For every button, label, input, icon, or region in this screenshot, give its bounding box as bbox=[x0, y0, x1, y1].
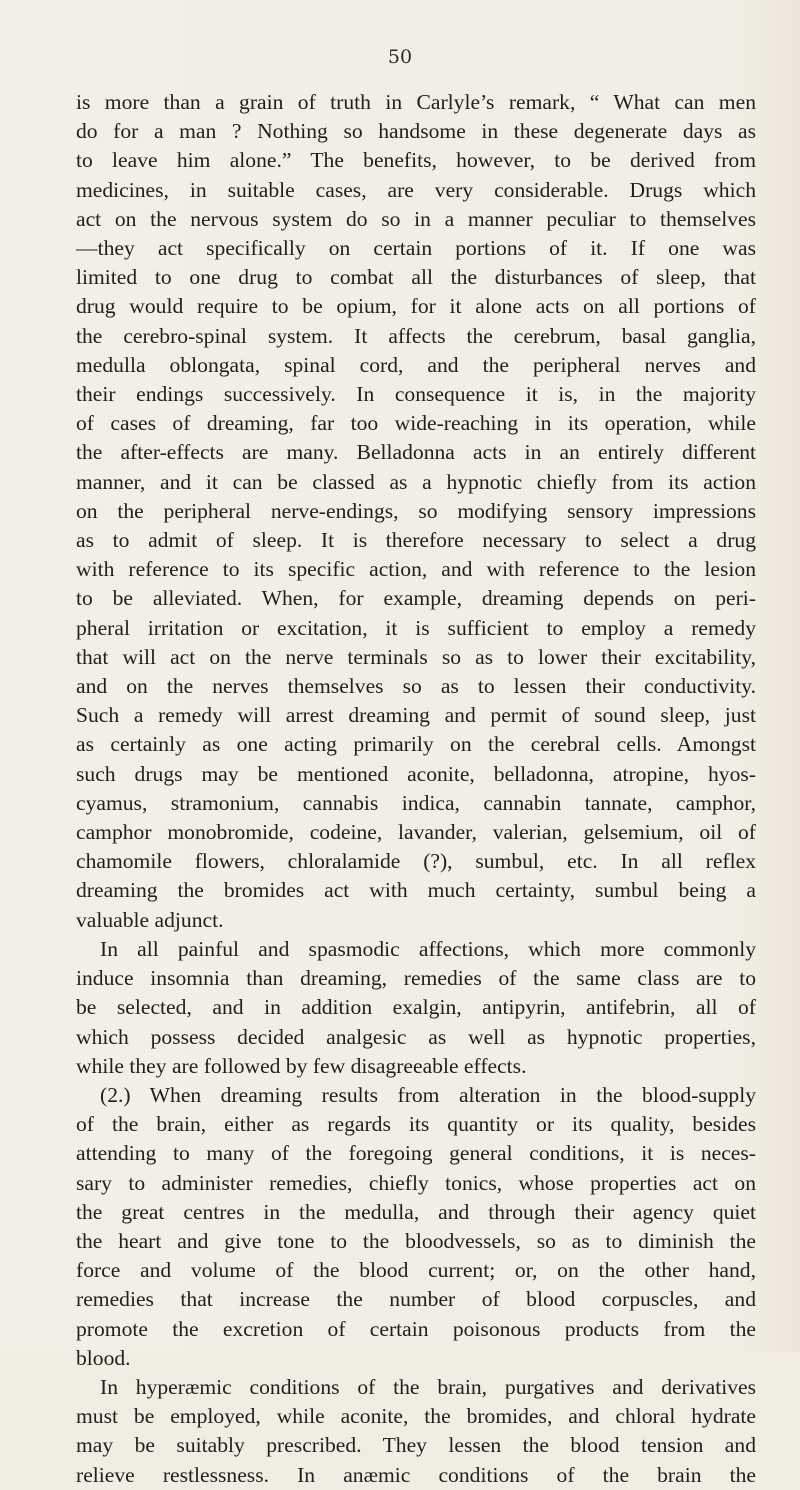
text-line: In hyperæmic conditions of the brain, purgatives and derivatives bbox=[100, 1374, 756, 1399]
text-line: and on the nerves themselves so as to lessen their conductivity. bbox=[76, 674, 756, 699]
text-line: blood. bbox=[76, 1345, 131, 1370]
text-line: remedies that increase the number of blood corpuscles, and bbox=[76, 1287, 756, 1312]
text-line: induce insomnia than dreaming, remedies of the same class are to bbox=[76, 966, 756, 991]
text-line: as to admit of sleep. It is therefore necessary to select a drug bbox=[76, 528, 756, 553]
text-line: drug would require to be opium, for it alone acts on all portions of bbox=[76, 294, 756, 319]
text-line: dreaming the bromides act with much certainty, sumbul being a bbox=[76, 878, 756, 903]
text-line: of cases of dreaming, far too wide-reaching in its operation, while bbox=[76, 411, 756, 436]
text-line: do for a man ? Nothing so handsome in these degenerate days as bbox=[76, 119, 756, 144]
text-line: such drugs may be mentioned aconite, belladonna, atropine, hyos- bbox=[76, 761, 756, 786]
text-line: the cerebro-spinal system. It affects the cerebrum, basal ganglia, bbox=[76, 323, 756, 348]
text-line: with reference to its specific action, and with reference to the lesion bbox=[76, 557, 756, 582]
text-line: medulla oblongata, spinal cord, and the peripheral nerves and bbox=[76, 352, 756, 377]
page-number: 50 bbox=[387, 46, 413, 68]
text-line: (2.) When dreaming results from alteration in the blood-supply bbox=[100, 1082, 756, 1107]
text-line: the heart and give tone to the bloodvessels, so as to diminish the bbox=[76, 1228, 756, 1253]
text-line: chamomile flowers, chloralamide (?), sumbul, etc. In all reflex bbox=[76, 849, 756, 874]
text-line: promote the excretion of certain poisonous products from the bbox=[76, 1316, 756, 1341]
text-line: their endings successively. In consequence it is, in the majority bbox=[76, 382, 756, 407]
text-line: on the peripheral nerve-endings, so modifying sensory impressions bbox=[76, 498, 756, 523]
text-line: In all painful and spasmodic affections, which more commonly bbox=[100, 936, 756, 961]
text-line: while they are followed by few disagreeable effects. bbox=[76, 1053, 527, 1078]
text-line: —they act specifically on certain portions of it. If one was bbox=[76, 236, 756, 261]
text-line: the great centres in the medulla, and through their agency quiet bbox=[76, 1199, 756, 1224]
text-line: is more than a grain of truth in Carlyle’s remark, “ What can men bbox=[76, 90, 756, 114]
text-line: Such a remedy will arrest dreaming and permit of sound sleep, just bbox=[76, 703, 756, 728]
text-line: manner, and it can be classed as a hypnotic chiefly from its action bbox=[76, 469, 756, 494]
text-line: must be employed, while aconite, the bromides, and chloral hydrate bbox=[76, 1404, 756, 1429]
text-line: that will act on the nerve terminals so as to lower their excitability, bbox=[76, 644, 756, 669]
text-line: valuable adjunct. bbox=[76, 907, 224, 932]
text-line: which possess decided analgesic as well as hypnotic properties, bbox=[76, 1024, 756, 1049]
text-line: force and volume of the blood current; or, on the other hand, bbox=[76, 1258, 756, 1283]
text-line: limited to one drug to combat all the disturbances of sleep, that bbox=[76, 265, 756, 290]
text-line: relieve restlessness. In anæmic conditions of the brain the bbox=[76, 1462, 756, 1487]
text-line: medicines, in suitable cases, are very considerable. Drugs which bbox=[76, 177, 756, 202]
text-line: as certainly as one acting primarily on the cerebral cells. Amongst bbox=[76, 732, 756, 757]
text-line: the after-effects are many. Belladonna acts in an entirely different bbox=[76, 440, 756, 465]
body-text bbox=[76, 88, 756, 1490]
text-line: may be suitably prescribed. They lessen the blood tension and bbox=[76, 1433, 756, 1458]
text-line: act on the nervous system do so in a manner peculiar to themselves bbox=[76, 206, 756, 231]
text-line: to leave him alone.” The benefits, however, to be derived from bbox=[76, 148, 756, 173]
text-line: sary to administer remedies, chiefly tonics, whose properties act on bbox=[76, 1170, 756, 1195]
text-line: of the brain, either as regards its quantity or its quality, besides bbox=[76, 1112, 756, 1137]
text-line: be selected, and in addition exalgin, antipyrin, antifebrin, all of bbox=[76, 995, 756, 1020]
text-line: camphor monobromide, codeine, lavander, valerian, gelsemium, oil of bbox=[76, 820, 756, 845]
text-line: cyamus, stramonium, cannabis indica, cannabin tannate, camphor, bbox=[76, 790, 756, 815]
text-line: attending to many of the foregoing general conditions, it is neces- bbox=[76, 1141, 756, 1166]
text-line: pheral irritation or excitation, it is sufficient to employ a remedy bbox=[76, 615, 756, 640]
text-line: to be alleviated. When, for example, dreaming depends on peri- bbox=[76, 586, 756, 611]
